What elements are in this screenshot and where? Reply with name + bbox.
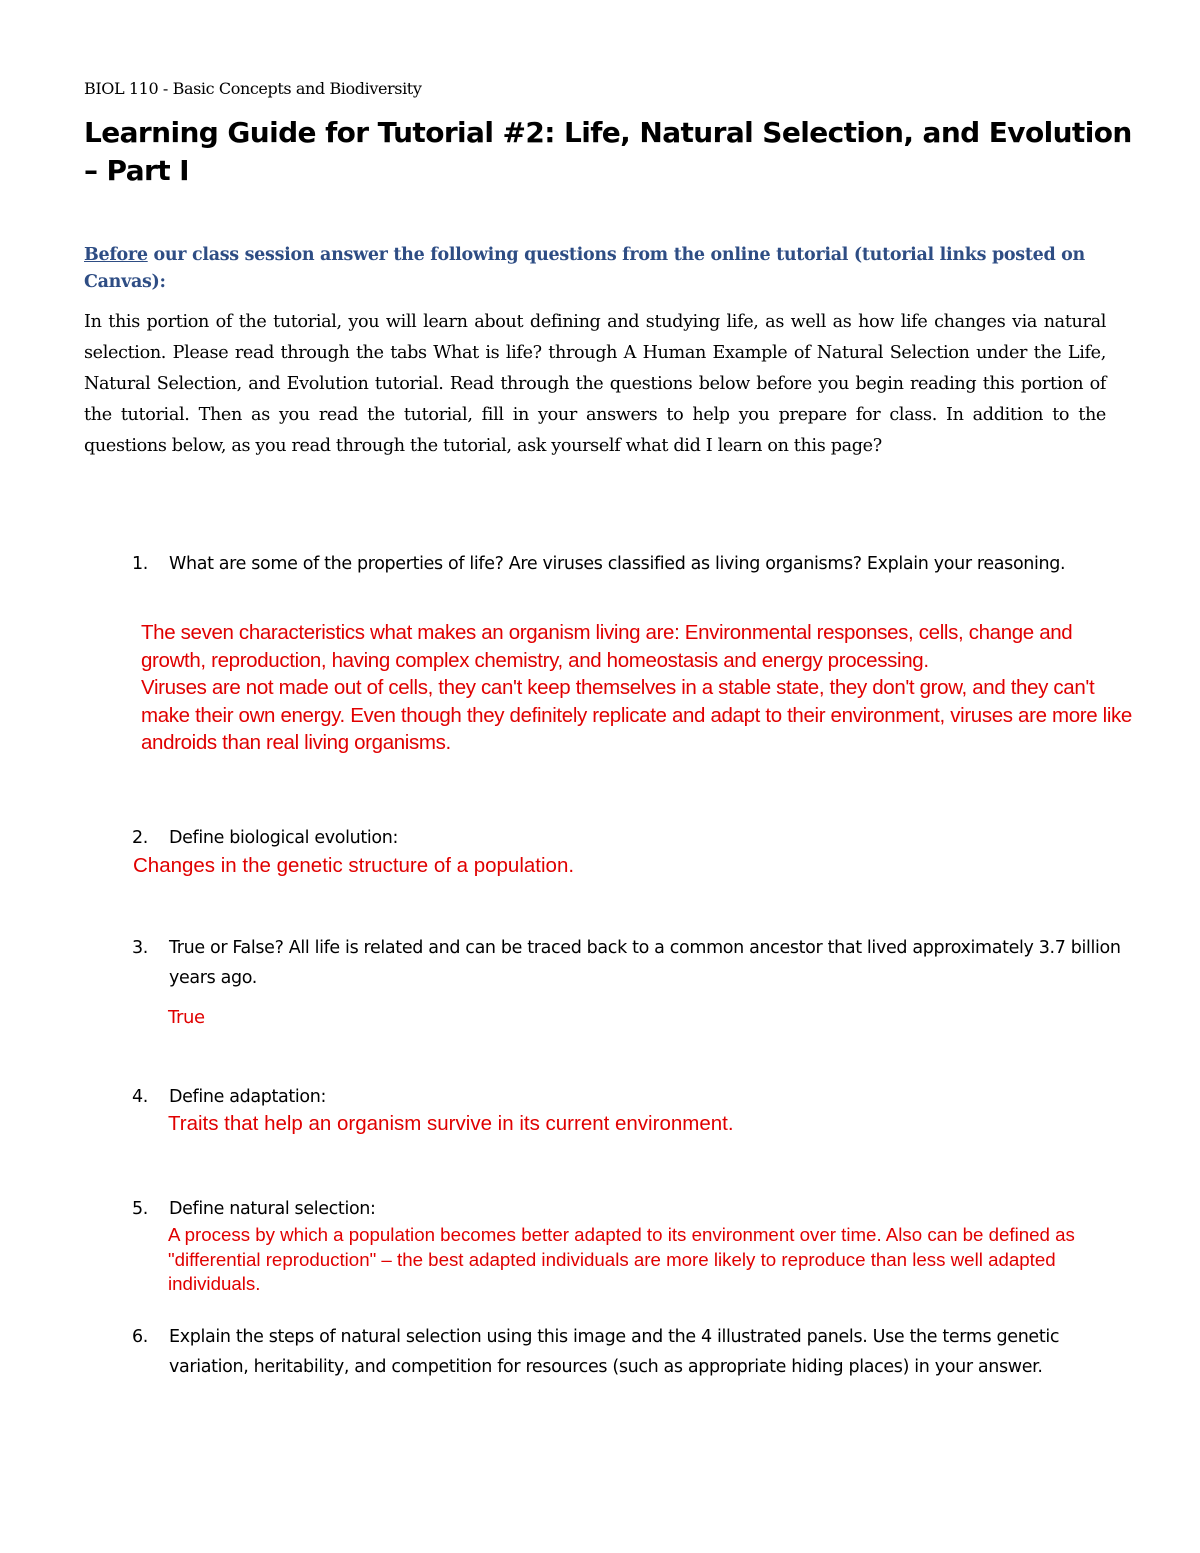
question-text: Define adaptation: [169, 1087, 327, 1107]
course-name: BIOL 110 - Basic Concepts and Biodiversity [84, 79, 422, 98]
question-4 [132, 1083, 1122, 1113]
question-3 [132, 934, 1122, 993]
question-text: Define natural selection: [169, 1199, 376, 1219]
question-number: 3. [132, 938, 148, 958]
intro-paragraph: In this portion of the tutorial, you will learn about defining and studying life, as well as how life changes via natural selection. Please read through the tabs What is life? through A Human Example of Natural Selection under the Life, Natural Selection, and Evolution tutorial. Read through the questions below before you begin reading this portion of the tutorial. Then as you read the tutorial, fill in your answers to help you prepare for class. In addition to the questions below, as you read through the tutorial, ask yourself what did I learn on this page? [84, 312, 1106, 456]
question-number: 5. [132, 1199, 148, 1219]
instructions [84, 242, 1129, 296]
question-text: Define biological evolution: [169, 828, 399, 848]
answer-1 [141, 619, 1141, 757]
question-text: True or False? All life is related and can be traced back to a common ancestor that lived approximately 3.7 billion years ago. [169, 938, 1121, 988]
instructions-before: Before [84, 245, 148, 265]
question-number: 4. [132, 1087, 148, 1107]
question-number: 6. [132, 1327, 148, 1347]
question-1 [132, 550, 1122, 580]
question-6 [132, 1323, 1122, 1382]
answer-1-properties: The seven characteristics what makes an organism living are: Environmental responses, cells, change and growth, reproduction, having complex chemistry, and homeostasis and energy processing. [141, 621, 1073, 672]
question-number: 2. [132, 828, 148, 848]
answer-4: Traits that help an organism survive in its current environment. [168, 1112, 734, 1135]
question-number: 1. [132, 554, 148, 574]
question-2 [132, 824, 1122, 854]
question-text: What are some of the properties of life? Are viruses classified as living organisms? Explain your reasoning. [169, 554, 1066, 574]
answer-1-viruses: Viruses are not made out of cells, they can't keep themselves in a stable state, they don't grow, and they can't make their own energy. Even though they definitely replicate and adapt to their environment, viruses are more like androids than real living organisms. [141, 676, 1132, 754]
question-text: Explain the steps of natural selection using this image and the 4 illustrated panels. Use the terms genetic variation, heritability, and competition for resources (such as appropriate hiding places) in your answer. [169, 1327, 1060, 1377]
answer-3: True [168, 1007, 205, 1028]
page-title: Learning Guide for Tutorial #2: Life, Natural Selection, and Evolution – Part I [84, 116, 1132, 187]
answer-5: A process by which a population becomes better adapted to its environment over time. Also can be defined as "differential reproduction" – the best adapted individuals are more likely to reproduce than less well adapted individuals. [168, 1224, 1075, 1294]
instructions-text: our class session answer the following questions from the online tutorial (tutorial links posted on Canvas): [84, 245, 1085, 292]
answer-2: Changes in the genetic structure of a population. [133, 854, 575, 877]
question-5 [132, 1195, 1122, 1225]
